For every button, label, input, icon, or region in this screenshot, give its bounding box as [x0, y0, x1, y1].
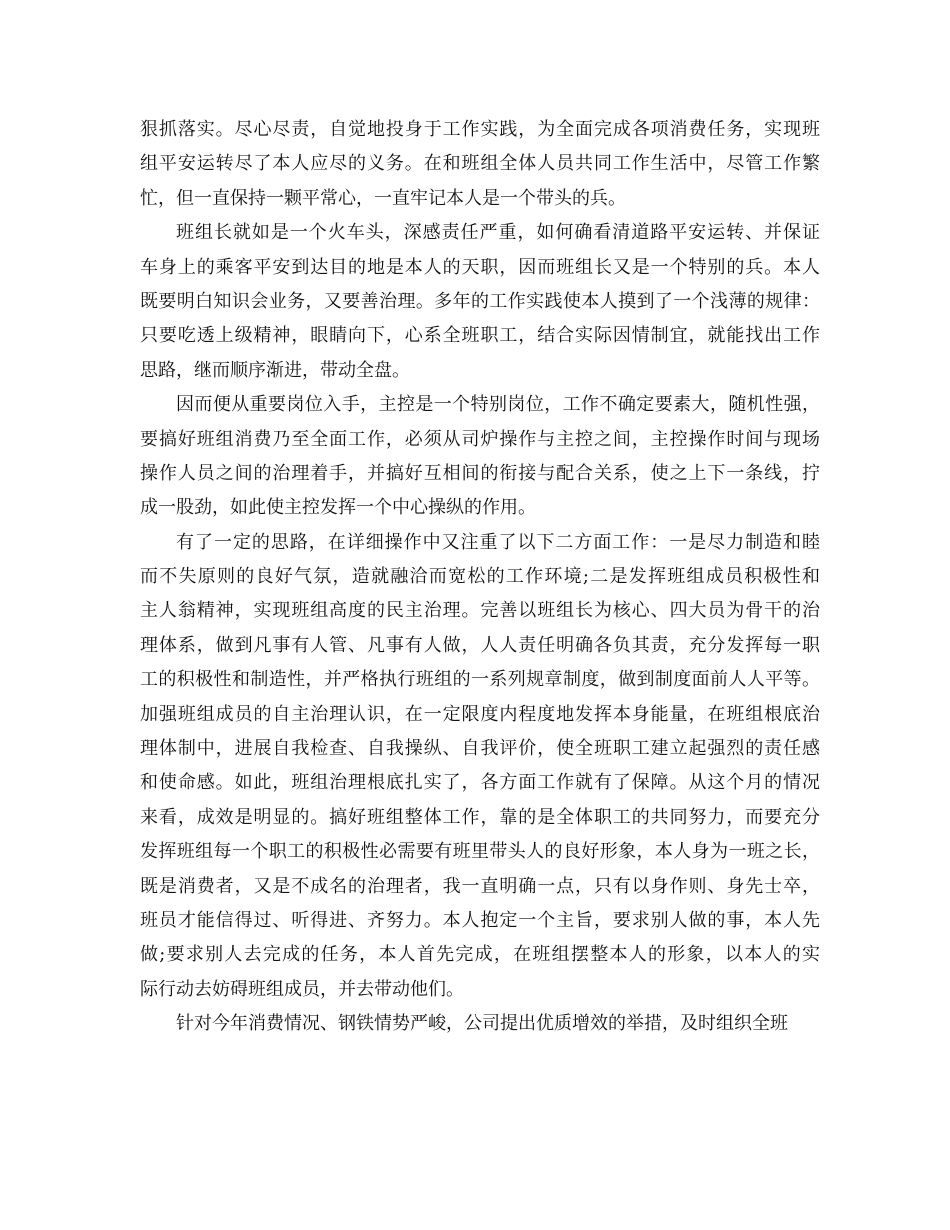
paragraph — [140, 216, 820, 388]
paragraph — [140, 388, 820, 526]
text-line: 发挥班组每一个职工的积极性必需要有班里带头人的良好形象，本人身为一班之长， — [140, 841, 820, 863]
paragraph — [140, 1007, 820, 1041]
text-line: 操作人员之间的治理着手，并搞好互相间的衔接与配合关系，使之上下一条线，拧 — [140, 462, 820, 484]
text-line: 狠抓落实。尽心尽责，自觉地投身于工作实践，为全面完成各项消费任务，实现班 — [140, 119, 820, 140]
text-line: 班组长就如是一个火车头，深感责任严重，如何确看清道路平安运转、并保证 — [176, 222, 820, 244]
text-line: 加强班组成员的自主治理认识，在一定限度内程度地发挥本身能量，在班组根底治 — [140, 703, 820, 725]
text-line: 主人翁精神，实现班组高度的民主治理。完善以班组长为核心、四大员为骨干的治 — [140, 600, 820, 622]
text-line: 理体制中，进展自我检查、自我操纵、自我评价，使全班职工建立起强烈的责任感 — [140, 738, 820, 760]
text-line: 而不失原则的良好气氛，造就融洽而宽松的工作环境;二是发挥班组成员积极性和 — [140, 566, 820, 588]
text-line: 要搞好班组消费乃至全面工作，必须从司炉操作与主控之间，主控操作时间与现场 — [140, 428, 820, 450]
text-line: 既要明白知识会业务，又要善治理。多年的工作实践使本人摸到了一个浅薄的规律： — [140, 290, 820, 312]
text-line: 只要吃透上级精神，眼睛向下，心系全班职工，结合实际因情制宜，就能找出工作 — [140, 325, 820, 347]
text-line: 组平安运转尽了本人应尽的义务。在和班组全体人员共同工作生活中，尽管工作繁 — [140, 153, 820, 175]
text-line: 成一股劲，如此使主控发挥一个中心操纵的作用。 — [140, 497, 536, 519]
text-line: 针对今年消费情况、钢铁情势严峻，公司提出优质增效的举措，及时组织全班 — [176, 1013, 788, 1035]
text-line: 工的积极性和制造性，并严格执行班组的一系列规章制度，做到制度面前人人平等。 — [140, 669, 820, 691]
paragraph — [140, 526, 820, 1007]
text-line: 和使命感。如此，班组治理根底扎实了，各方面工作就有了保障。从这个月的情况 — [140, 772, 820, 794]
text-line: 理体系，做到凡事有人管、凡事有人做，人人责任明确各负其责，充分发挥每一职 — [140, 634, 820, 656]
text-line: 来看，成效是明显的。搞好班组整体工作，靠的是全体职工的共同努力，而要充分 — [140, 806, 820, 828]
text-line: 思路，继而顺序渐进，带动全盘。 — [140, 359, 410, 381]
text-line: 班员才能信得过、听得进、齐努力。本人抱定一个主旨，要求别人做的事，本人先 — [140, 909, 820, 931]
text-line: 因而便从重要岗位入手，主控是一个特别岗位，工作不确定要素大，随机性强， — [176, 394, 820, 416]
text-line: 忙，但一直保持一颗平常心，一直牢记本人是一个带头的兵。 — [140, 187, 626, 209]
document-body — [140, 113, 820, 1042]
text-line: 做;要求别人去完成的任务，本人首先完成，在班组摆整本人的形象，以本人的实 — [140, 944, 820, 966]
text-line: 有了一定的思路，在详细操作中又注重了以下二方面工作：一是尽力制造和睦 — [176, 531, 820, 553]
text-line: 际行动去妨碍班组成员，并去带动他们。 — [140, 978, 464, 1000]
text-line: 既是消费者，又是不成名的治理者，我一直明确一点，只有以身作则、身先士卒， — [140, 875, 820, 897]
paragraph — [140, 113, 820, 216]
text-line: 车身上的乘客平安到达目的地是本人的天职，因而班组长又是一个特别的兵。本人 — [140, 256, 820, 278]
